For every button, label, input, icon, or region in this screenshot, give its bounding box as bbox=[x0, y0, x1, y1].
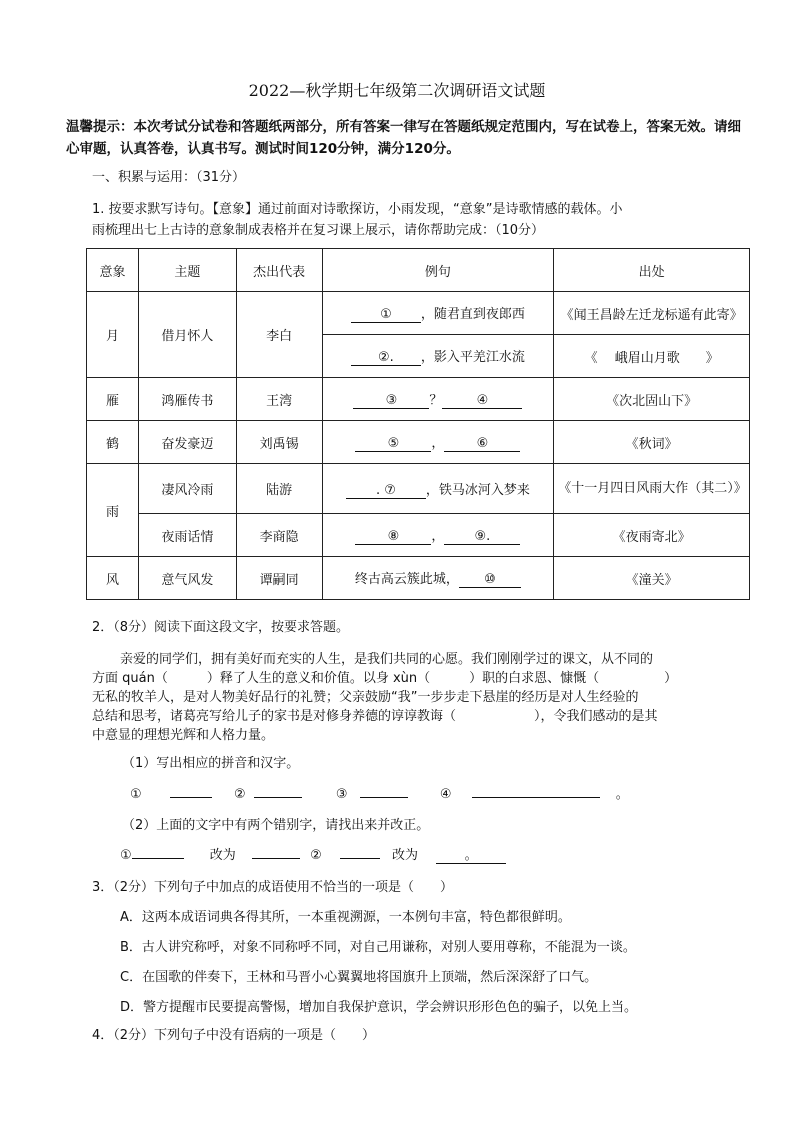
correct-char-2[interactable]: 。 bbox=[436, 844, 506, 864]
q2-sub2: （2）上面的文字中有两个错别字，请找出来并改正。 bbox=[122, 818, 430, 833]
rep-cell: 李白 bbox=[236, 292, 322, 378]
rep-cell: 陆游 bbox=[236, 464, 322, 514]
page-title: 2022—秋学期七年级第二次调研语文试题 bbox=[248, 81, 546, 100]
exam-tip: 温馨提示：本次考试分试卷和答题纸两部分，所有答案一律写在答题纸规定范围内，写在试卷上，答案无效。请细心审题，认真答卷，认真书写。测试时间120分钟，满分120分。 bbox=[66, 119, 741, 157]
q3-option-d[interactable]: D．警方提醒市民要提高警惕，增加自我保护意识，学会辨识形形色色的骗子，以免上当。 bbox=[120, 1000, 638, 1015]
fill-num: ① bbox=[130, 787, 142, 802]
fill-num: ② bbox=[310, 848, 322, 863]
q2-passage-line: 中意显的理想光辉和人格力量。 bbox=[92, 728, 275, 743]
rep-cell: 李商隐 bbox=[236, 514, 322, 557]
source-cell: 《次北固山下》 bbox=[554, 378, 750, 421]
fill-blank-1[interactable] bbox=[170, 797, 212, 798]
q2-passage-line: 无私的牧羊人，是对人物美好品行的礼赞；父亲鼓励“我”一步步走下悬崖的经历是对人生经验的 bbox=[92, 690, 639, 705]
example-text: ， bbox=[431, 436, 445, 451]
rep-cell: 谭嗣同 bbox=[236, 557, 322, 600]
imagery-table bbox=[86, 248, 750, 600]
fill-num: ③ bbox=[335, 787, 348, 802]
rep-cell: 王湾 bbox=[236, 378, 322, 421]
blank-5[interactable]: ⑤ bbox=[355, 436, 431, 452]
theme-cell: 鸿雁传书 bbox=[138, 378, 236, 421]
q2-heading: 2．（8分）阅读下面这段文字，按要求答题。 bbox=[92, 620, 350, 635]
example-cell bbox=[322, 292, 554, 335]
example-cell bbox=[322, 464, 554, 514]
wrong-char-2[interactable] bbox=[340, 858, 380, 859]
example-cell bbox=[322, 514, 554, 557]
theme-cell: 凄风冷雨 bbox=[138, 464, 236, 514]
change-label: 改为 bbox=[392, 848, 419, 863]
imagery-moon: 月 bbox=[87, 292, 139, 378]
example-text: ，铁马冰河入梦来 bbox=[425, 482, 530, 498]
source-cell: 《十一月四日风雨大作（其二）》 bbox=[554, 464, 750, 514]
blank-7[interactable]: . ⑦ bbox=[346, 483, 426, 499]
blank-1[interactable]: ① bbox=[351, 307, 421, 323]
theme-cell: 意气风发 bbox=[138, 557, 236, 600]
blank-4[interactable]: ④ bbox=[442, 393, 522, 409]
fill-num: ① bbox=[120, 848, 132, 863]
q2-fill-row2 bbox=[120, 844, 506, 864]
example-text: ？ bbox=[429, 393, 443, 408]
wrong-char-1[interactable] bbox=[132, 858, 184, 859]
rep-cell: 刘禹锡 bbox=[236, 421, 322, 464]
blank-6[interactable]: ⑥ bbox=[444, 436, 520, 452]
example-cell bbox=[322, 557, 554, 600]
source-cell: 《夜雨寄北》 bbox=[554, 514, 750, 557]
q3-option-b[interactable]: B．古人讲究称呼，对象不同称呼不同，对自己用谦称，对别人要用尊称，不能混为一谈。 bbox=[120, 940, 636, 955]
example-cell bbox=[322, 421, 554, 464]
fill-blank-4[interactable] bbox=[472, 797, 600, 798]
q3-heading: 3．（2分）下列句子中加点的成语使用不恰当的一项是（ ） bbox=[92, 880, 454, 895]
blank-8[interactable]: ⑧ bbox=[355, 529, 431, 545]
q1-line1: 1. 按要求默写诗句。【意象】通过前面对诗歌探访，小雨发现，“意象”是诗歌情感的载体。小 bbox=[92, 202, 623, 217]
blank-10[interactable]: ⑩ bbox=[459, 572, 521, 588]
theme-cell: 奋发豪迈 bbox=[138, 421, 236, 464]
section-heading: 一、积累与运用：（31分） bbox=[92, 170, 246, 185]
example-text: ，随君直到夜郎西 bbox=[420, 307, 525, 322]
q2-passage-line: 亲爱的同学们，拥有美好而充实的人生，是我们共同的心愿。我们刚刚学过的课文，从不同的 bbox=[120, 652, 654, 667]
header-representative: 杰出代表 bbox=[236, 249, 322, 292]
header-source: 出处 bbox=[554, 249, 750, 292]
example-cell bbox=[322, 335, 554, 378]
imagery-goose: 雁 bbox=[87, 378, 139, 421]
fill-num: ④ bbox=[439, 787, 452, 802]
q2-passage-line: 方面 quán（ ）释了人生的意义和价值。以身 xùn（ ）职的白求恩、慷慨（ ） bbox=[92, 671, 678, 686]
fill-num: ② bbox=[233, 787, 246, 802]
header-example: 例句 bbox=[322, 249, 554, 292]
imagery-rain: 雨 bbox=[87, 464, 139, 557]
fill-blank-3[interactable] bbox=[360, 797, 408, 798]
q2-fill-row1 bbox=[130, 783, 629, 802]
imagery-wind: 风 bbox=[87, 557, 139, 600]
blank-9[interactable]: ⑨. bbox=[444, 529, 520, 545]
header-imagery: 意象 bbox=[87, 249, 139, 292]
source-cell: 《 峨眉山月歌 》 bbox=[554, 335, 750, 378]
imagery-crane: 鹤 bbox=[87, 421, 139, 464]
blank-2[interactable]: ②. bbox=[351, 350, 421, 366]
theme-cell: 夜雨话情 bbox=[138, 514, 236, 557]
example-text: 终古高云簇此城， bbox=[354, 572, 459, 587]
q4-heading: 4．（2分）下列句子中没有语病的一项是（ ） bbox=[92, 1028, 376, 1043]
example-cell bbox=[322, 378, 554, 421]
q3-option-a[interactable]: A．这两本成语词典各得其所，一本重视溯源，一本例句丰富，特色都很鲜明。 bbox=[120, 910, 571, 925]
correct-char-1[interactable] bbox=[252, 858, 300, 859]
blank-3[interactable]: ③ bbox=[353, 393, 429, 409]
q2-passage-line: 总结和思考，诸葛亮写给儿子的家书是对修身养德的谆谆教诲（ ），令我们感动的是其 bbox=[92, 709, 658, 724]
q3-option-c[interactable]: C．在国歌的伴奏下，王林和马晋小心翼翼地将国旗升上顶端，然后深深舒了口气。 bbox=[120, 970, 598, 985]
header-theme: 主题 bbox=[138, 249, 236, 292]
example-text: ， bbox=[431, 529, 445, 544]
fill-end: 。 bbox=[615, 787, 629, 802]
source-cell: 《秋词》 bbox=[554, 421, 750, 464]
change-label: 改为 bbox=[209, 848, 236, 863]
source-cell: 《潼关》 bbox=[554, 557, 750, 600]
q1-line2: 雨梳理出七上古诗的意象制成表格并在复习课上展示，请你帮助完成：（10分） bbox=[92, 223, 545, 238]
example-text: ，影入平羌江水流 bbox=[420, 350, 525, 365]
fill-blank-2[interactable] bbox=[254, 797, 302, 798]
source-cell: 《闻王昌龄左迁龙标遥有此寄》 bbox=[554, 292, 750, 335]
q2-sub1: （1）写出相应的拼音和汉字。 bbox=[122, 756, 300, 771]
theme-cell: 借月怀人 bbox=[138, 292, 236, 378]
